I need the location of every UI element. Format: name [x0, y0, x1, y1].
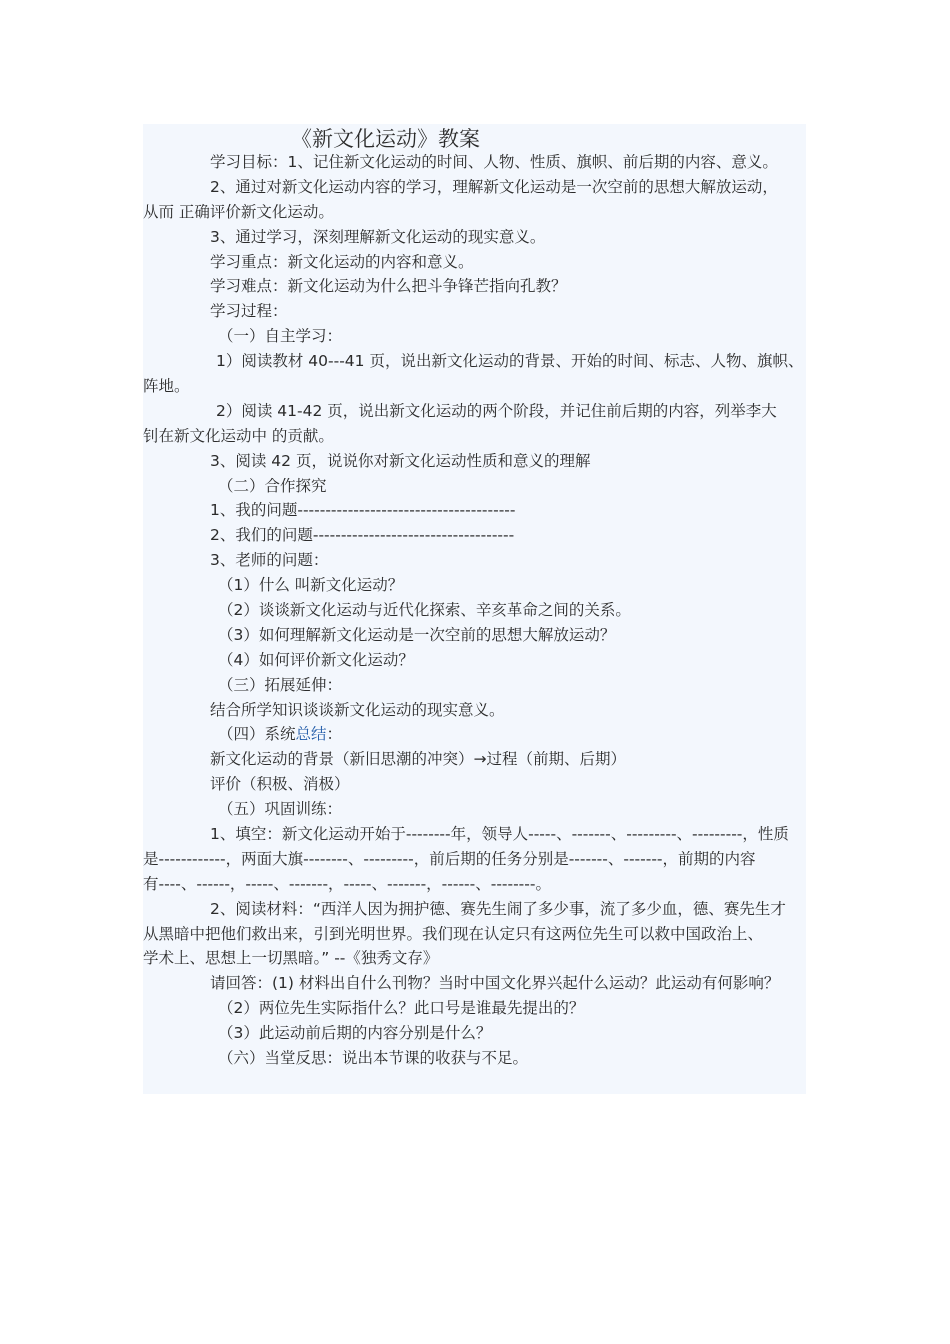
text-line: 阵地。 [143, 377, 190, 395]
text-line: 有----、------，-----、-------，-----、-------，------、--------。 [143, 875, 551, 893]
text-line: 学习重点：新文化运动的内容和意义。 [210, 253, 474, 271]
section-heading: （五）巩固训练： [218, 800, 343, 818]
text-line: 学习过程： [210, 302, 288, 320]
section-heading: （六）当堂反思：说出本节课的收获与不足。 [218, 1049, 529, 1067]
text-line: 从而 正确评价新文化运动。 [143, 203, 334, 221]
summary-colon: ： [326, 725, 343, 743]
text-line: 学习难点：新文化运动为什么把斗争锋芒指向孔教？ [210, 277, 567, 295]
text-line: 钊在新文化运动中 的贡献。 [143, 427, 334, 445]
section-heading-summary [218, 724, 342, 744]
summary-link[interactable]: 总结 [295, 725, 327, 743]
text-line: 评价（积极、消极） [210, 775, 350, 793]
text-line: 请回答：(1) 材料出自什么刊物？当时中国文化界兴起什么运动？此运动有何影响？ [210, 974, 780, 992]
text-line: 3、老师的问题： [210, 551, 329, 569]
summary-heading-text: （四）系统 [218, 725, 296, 743]
question-item: （4）如何评价新文化运动？ [218, 651, 414, 669]
text-line: 1、我的问题--------------------------------------- [210, 501, 516, 519]
text-line: 2）阅读 41-42 页，说出新文化运动的两个阶段，并记住前后期的内容，列举李大 [216, 402, 777, 420]
text-line: 结合所学知识谈谈新文化运动的现实意义。 [210, 701, 505, 719]
text-line: 是------------，两面大旗--------、---------，前后期的任务分别是-------、-------，前期的内容 [143, 850, 756, 868]
question-item: （1）什么 叫新文化运动？ [218, 576, 404, 594]
text-line: 从黑暗中把他们救出来，引到光明世界。我们现在认定只有这两位先生可以救中国政治上、 [143, 925, 764, 943]
section-heading: （二）合作探究 [218, 477, 327, 495]
question-item: （2）两位先生实际指什么？此口号是谁最先提出的？ [218, 999, 585, 1017]
text-line: 3、阅读 42 页，说说你对新文化运动性质和意义的理解 [210, 452, 591, 470]
question-item: （3）如何理解新文化运动是一次空前的思想大解放运动？ [218, 626, 616, 644]
text-line: 1、填空：新文化运动开始于--------年，领导人-----、-------、---------、---------，性质 [210, 825, 789, 843]
question-item: （2）谈谈新文化运动与近代化探索、辛亥革命之间的关系。 [218, 601, 631, 619]
text-line: 学习目标：1、记住新文化运动的时间、人物、性质、旗帜、前后期的内容、意义。 [210, 153, 778, 171]
text-line: 新文化运动的背景（新旧思潮的冲突）→过程（前期、后期） [210, 750, 626, 768]
text-line: 2、我们的问题------------------------------------ [210, 526, 515, 544]
text-line: 学术上、思想上一切黑暗。” --《独秀文存》 [143, 949, 439, 967]
section-heading: （三）拓展延伸： [218, 676, 343, 694]
text-line: 2、阅读材料：“西洋人因为拥护德、赛先生闹了多少事，流了多少血，德、赛先生才 [210, 900, 786, 918]
document-title: 《新文化运动》教案 [291, 127, 480, 151]
question-item: （3）此运动前后期的内容分别是什么？ [218, 1024, 492, 1042]
text-line: 2、通过对新文化运动内容的学习，理解新文化运动是一次空前的思想大解放运动， [210, 178, 778, 196]
text-line: 3、通过学习，深刻理解新文化运动的现实意义。 [210, 228, 546, 246]
text-line: 1）阅读教材 40---41 页，说出新文化运动的背景、开始的时间、标志、人物、旗帜、 [216, 352, 804, 370]
document-page [143, 124, 806, 1094]
section-heading: （一）自主学习： [218, 327, 343, 345]
